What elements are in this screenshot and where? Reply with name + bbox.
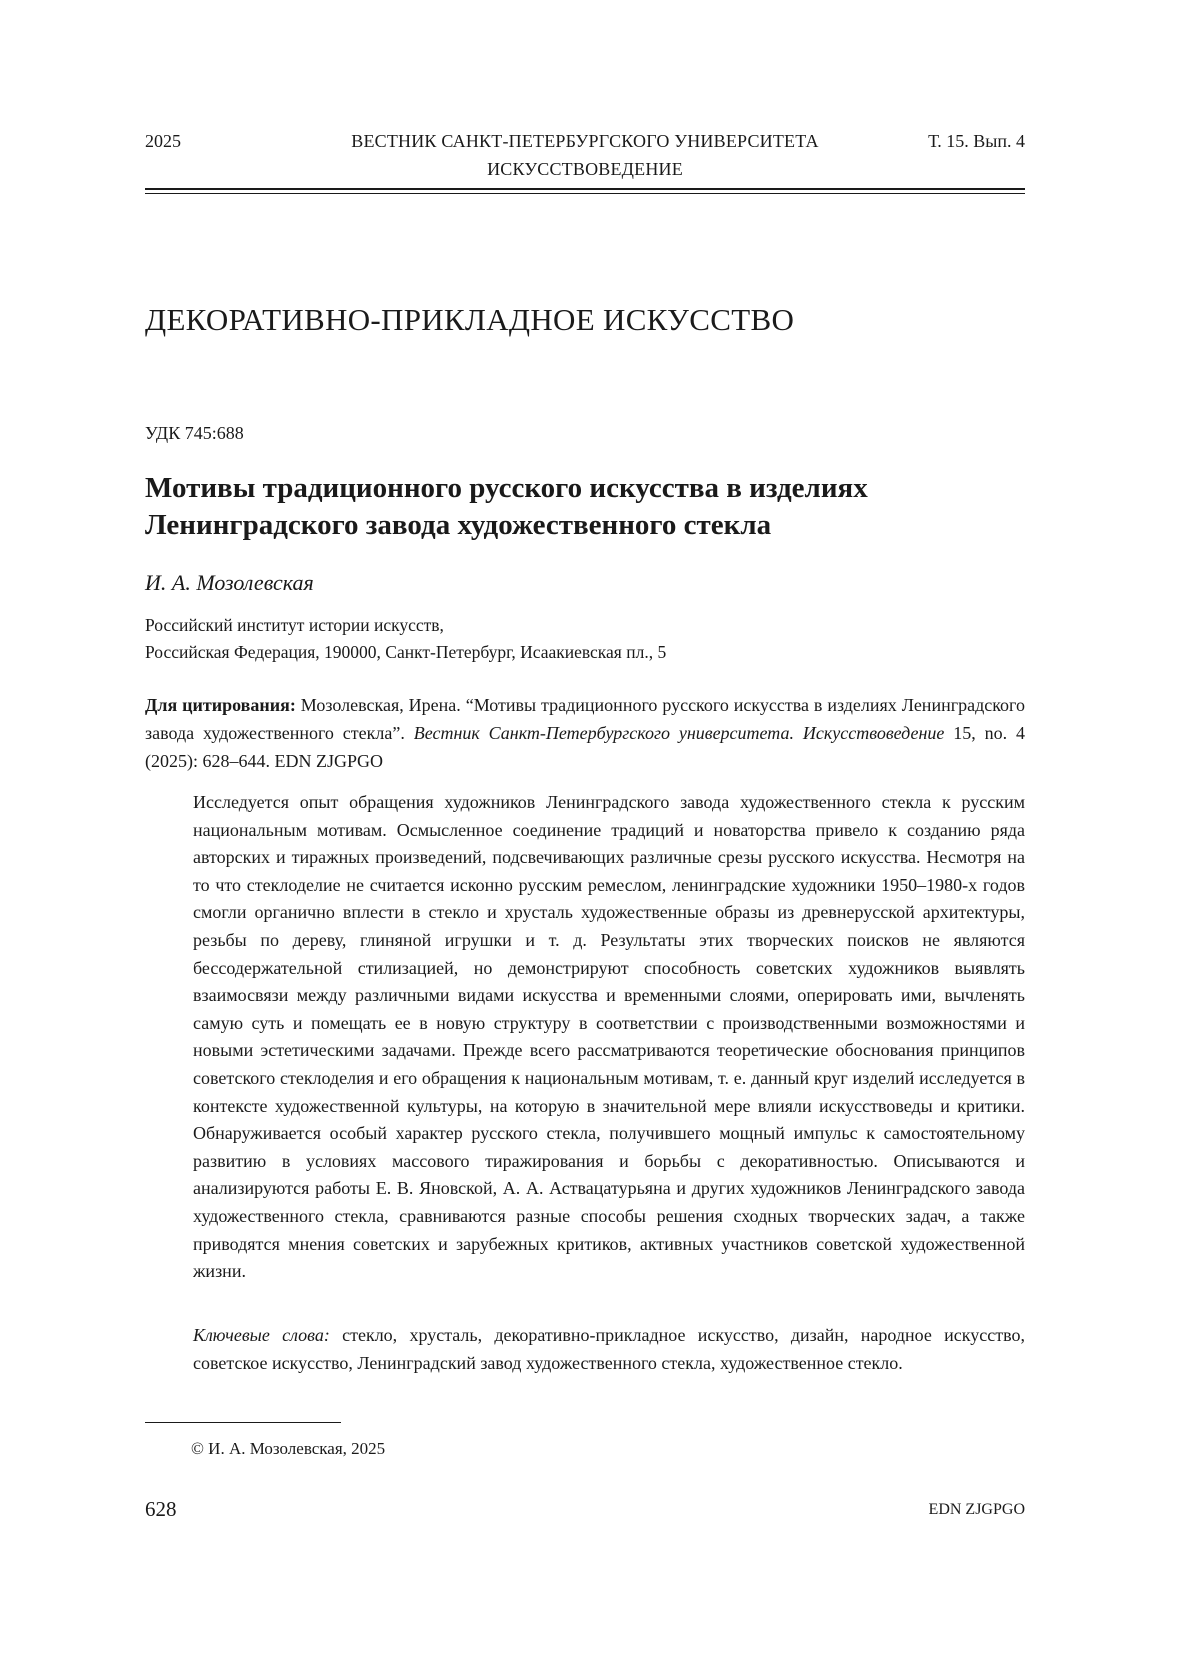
page-number: 628 (145, 1497, 177, 1521)
section-title: ДЕКОРАТИВНО-ПРИКЛАДНОЕ ИСКУССТВО (145, 302, 795, 337)
citation-text: Мозолевская, Ирена. “Мотивы традиционного русского искусства в изделиях Ленинградского завода художественного стекла”. (145, 695, 1025, 743)
header-journal-block (145, 127, 1025, 183)
header-rule-thin (145, 193, 1025, 194)
affiliation-line: Российский институт истории искусств, (145, 615, 444, 635)
keywords (193, 1322, 1025, 1377)
author-name: И. А. Мозолевская (145, 570, 314, 595)
abstract: Исследуется опыт обращения художников Ленинградского завода художественного стекла к русским национальным мотивам. Осмысленное соединение традиций и новаторства привело к созданию ряда авторских и тиражных произведений, подсвечивающих различные срезы русского искусства. Несмотря на то что стеклоделие не считается исконно русским ремеслом, ленинградские художники 1950–1980-х годов смогли органично вплести в стекло и хрусталь художественные образы из древнерусской архитектуры, резьбы по дереву, глиняной игрушки и т. д. Результаты этих творческих поисков не являются бессодержательной стилизацией, но демонстрируют способность советских художников выявлять взаимосвязи между различными видами искусства и временными слоями, оперировать ими, вычленять самую суть и помещать ее в новую структуру в соответствии с производственными возможностями и новыми эстетическими задачами. Прежде всего рассматриваются теоретические обоснования принципов советского стеклоделия и его обращения к национальным мотивам, т. е. данный круг изделий исследуется в контексте художественной культуры, на которую в значительной мере влияли искусствоведы и критики. Обнаруживается особый характер русского стекла, получившего мощный импульс к самостоятельному развитию в условиях массового тиражирования и борьбы с декоративностью. Описываются и анализируются работы Е. В. Яновской, А. А. Аствацатурьяна и других художников Ленинградского завода художественного стекла, сравниваются разные способы решения сходных творческих задач, а также приводятся мнения советских и зарубежных критиков, активных участников советской художественной жизни. (193, 792, 1025, 1282)
footer-edn: EDN ZJGPGO (928, 1501, 1025, 1518)
keywords-text: стекло, хрусталь, декоративно-прикладное искусство, дизайн, народное искусство, советское искусство, Ленинградский завод художественного стекла, художественное стекло. (193, 1325, 1025, 1373)
footnote-divider (145, 1422, 341, 1423)
header-journal: ВЕСТНИК САНКТ-ПЕТЕРБУРГСКОГО УНИВЕРСИТЕТА (351, 131, 819, 151)
citation-journal: Вестник Санкт-Петербургского университета. Искусствоведение (413, 723, 945, 743)
article-title-line: Ленинградского завода художественного стекла (145, 509, 772, 541)
citation (145, 691, 1025, 775)
citation-label: Для цитирования: (145, 695, 296, 715)
article-title (145, 470, 1025, 544)
article-page (145, 0, 1025, 1655)
affiliation (145, 612, 666, 666)
affiliation-line: Российская Федерация, 190000, Санкт-Петербург, Исаакиевская пл., 5 (145, 642, 667, 662)
article-title-line: Мотивы традиционного русского искусства в изделиях (145, 472, 868, 504)
header-volume: Т. 15. Вып. 4 (928, 131, 1025, 151)
copyright: © И. А. Мозолевская, 2025 (191, 1439, 386, 1458)
header-year: 2025 (145, 131, 181, 151)
keywords-label: Ключевые слова: (193, 1325, 330, 1345)
citation-text-end: 15, no. 4 (2025): 628–644. EDN ZJGPGO (145, 723, 1026, 771)
header-rule (145, 188, 1025, 190)
udk-code: УДК 745:688 (145, 423, 244, 443)
header-series: ИСКУССТВОВЕДЕНИЕ (487, 159, 683, 179)
